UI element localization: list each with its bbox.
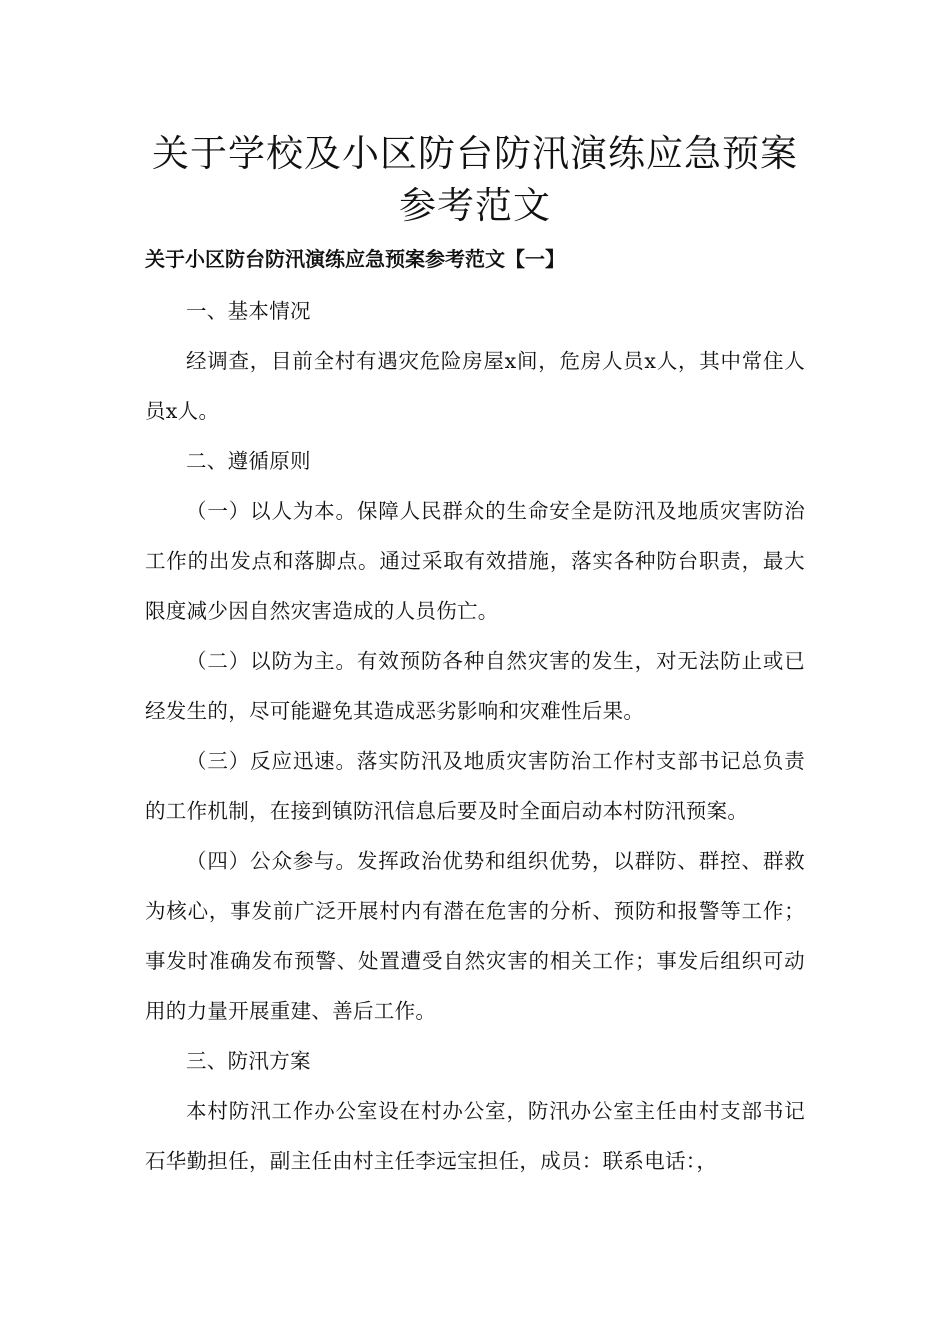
paragraph-principle-3: （三）反应迅速。落实防汛及地质灾害防治工作村支部书记总负责的工作机制，在接到镇防汛信息后要及时全面启动本村防汛预案。 (145, 749, 805, 823)
paragraph-principles-heading: 二、遵循原则 (186, 449, 311, 473)
paragraph-principle-2: （二）以防为主。有效预防各种自然灾害的发生，对无法防止或已经发生的，尽可能避免其造成恶劣影响和灾难性后果。 (145, 649, 805, 723)
paragraph-principle-1: （一）以人为本。保障人民群众的生命安全是防汛及地质灾害防治工作的出发点和落脚点。通过采取有效措施，落实各种防台职责，最大限度减少因自然灾害造成的人员伤亡。 (145, 499, 805, 623)
paragraph-principle-4: （四）公众参与。发挥政治优势和组织优势，以群防、群控、群救为核心，事发前广泛开展村内有潜在危害的分析、预防和报警等工作；事发时准确发布预警、处置遭受自然灾害的相关工作；事发后组织可动用的力量开展重建、善后工作。 (145, 849, 805, 1023)
document-title: 关于学校及小区防台防汛演练应急预案参考范文 (152, 132, 798, 227)
document-body (145, 286, 805, 1186)
paragraph-plan-heading: 三、防汛方案 (186, 1049, 311, 1073)
paragraph-basic-info-heading: 一、基本情况 (186, 299, 311, 323)
section-heading: 关于小区防台防汛演练应急预案参考范文【一】 (145, 247, 565, 271)
paragraph-basic-info: 经调查，目前全村有遇灾危险房屋x间，危房人员x人，其中常住人员x人。 (145, 349, 805, 423)
paragraph-plan: 本村防汛工作办公室设在村办公室，防汛办公室主任由村支部书记石华勤担任，副主任由村主任李远宝担任，成员：联系电话：， (145, 1099, 805, 1173)
